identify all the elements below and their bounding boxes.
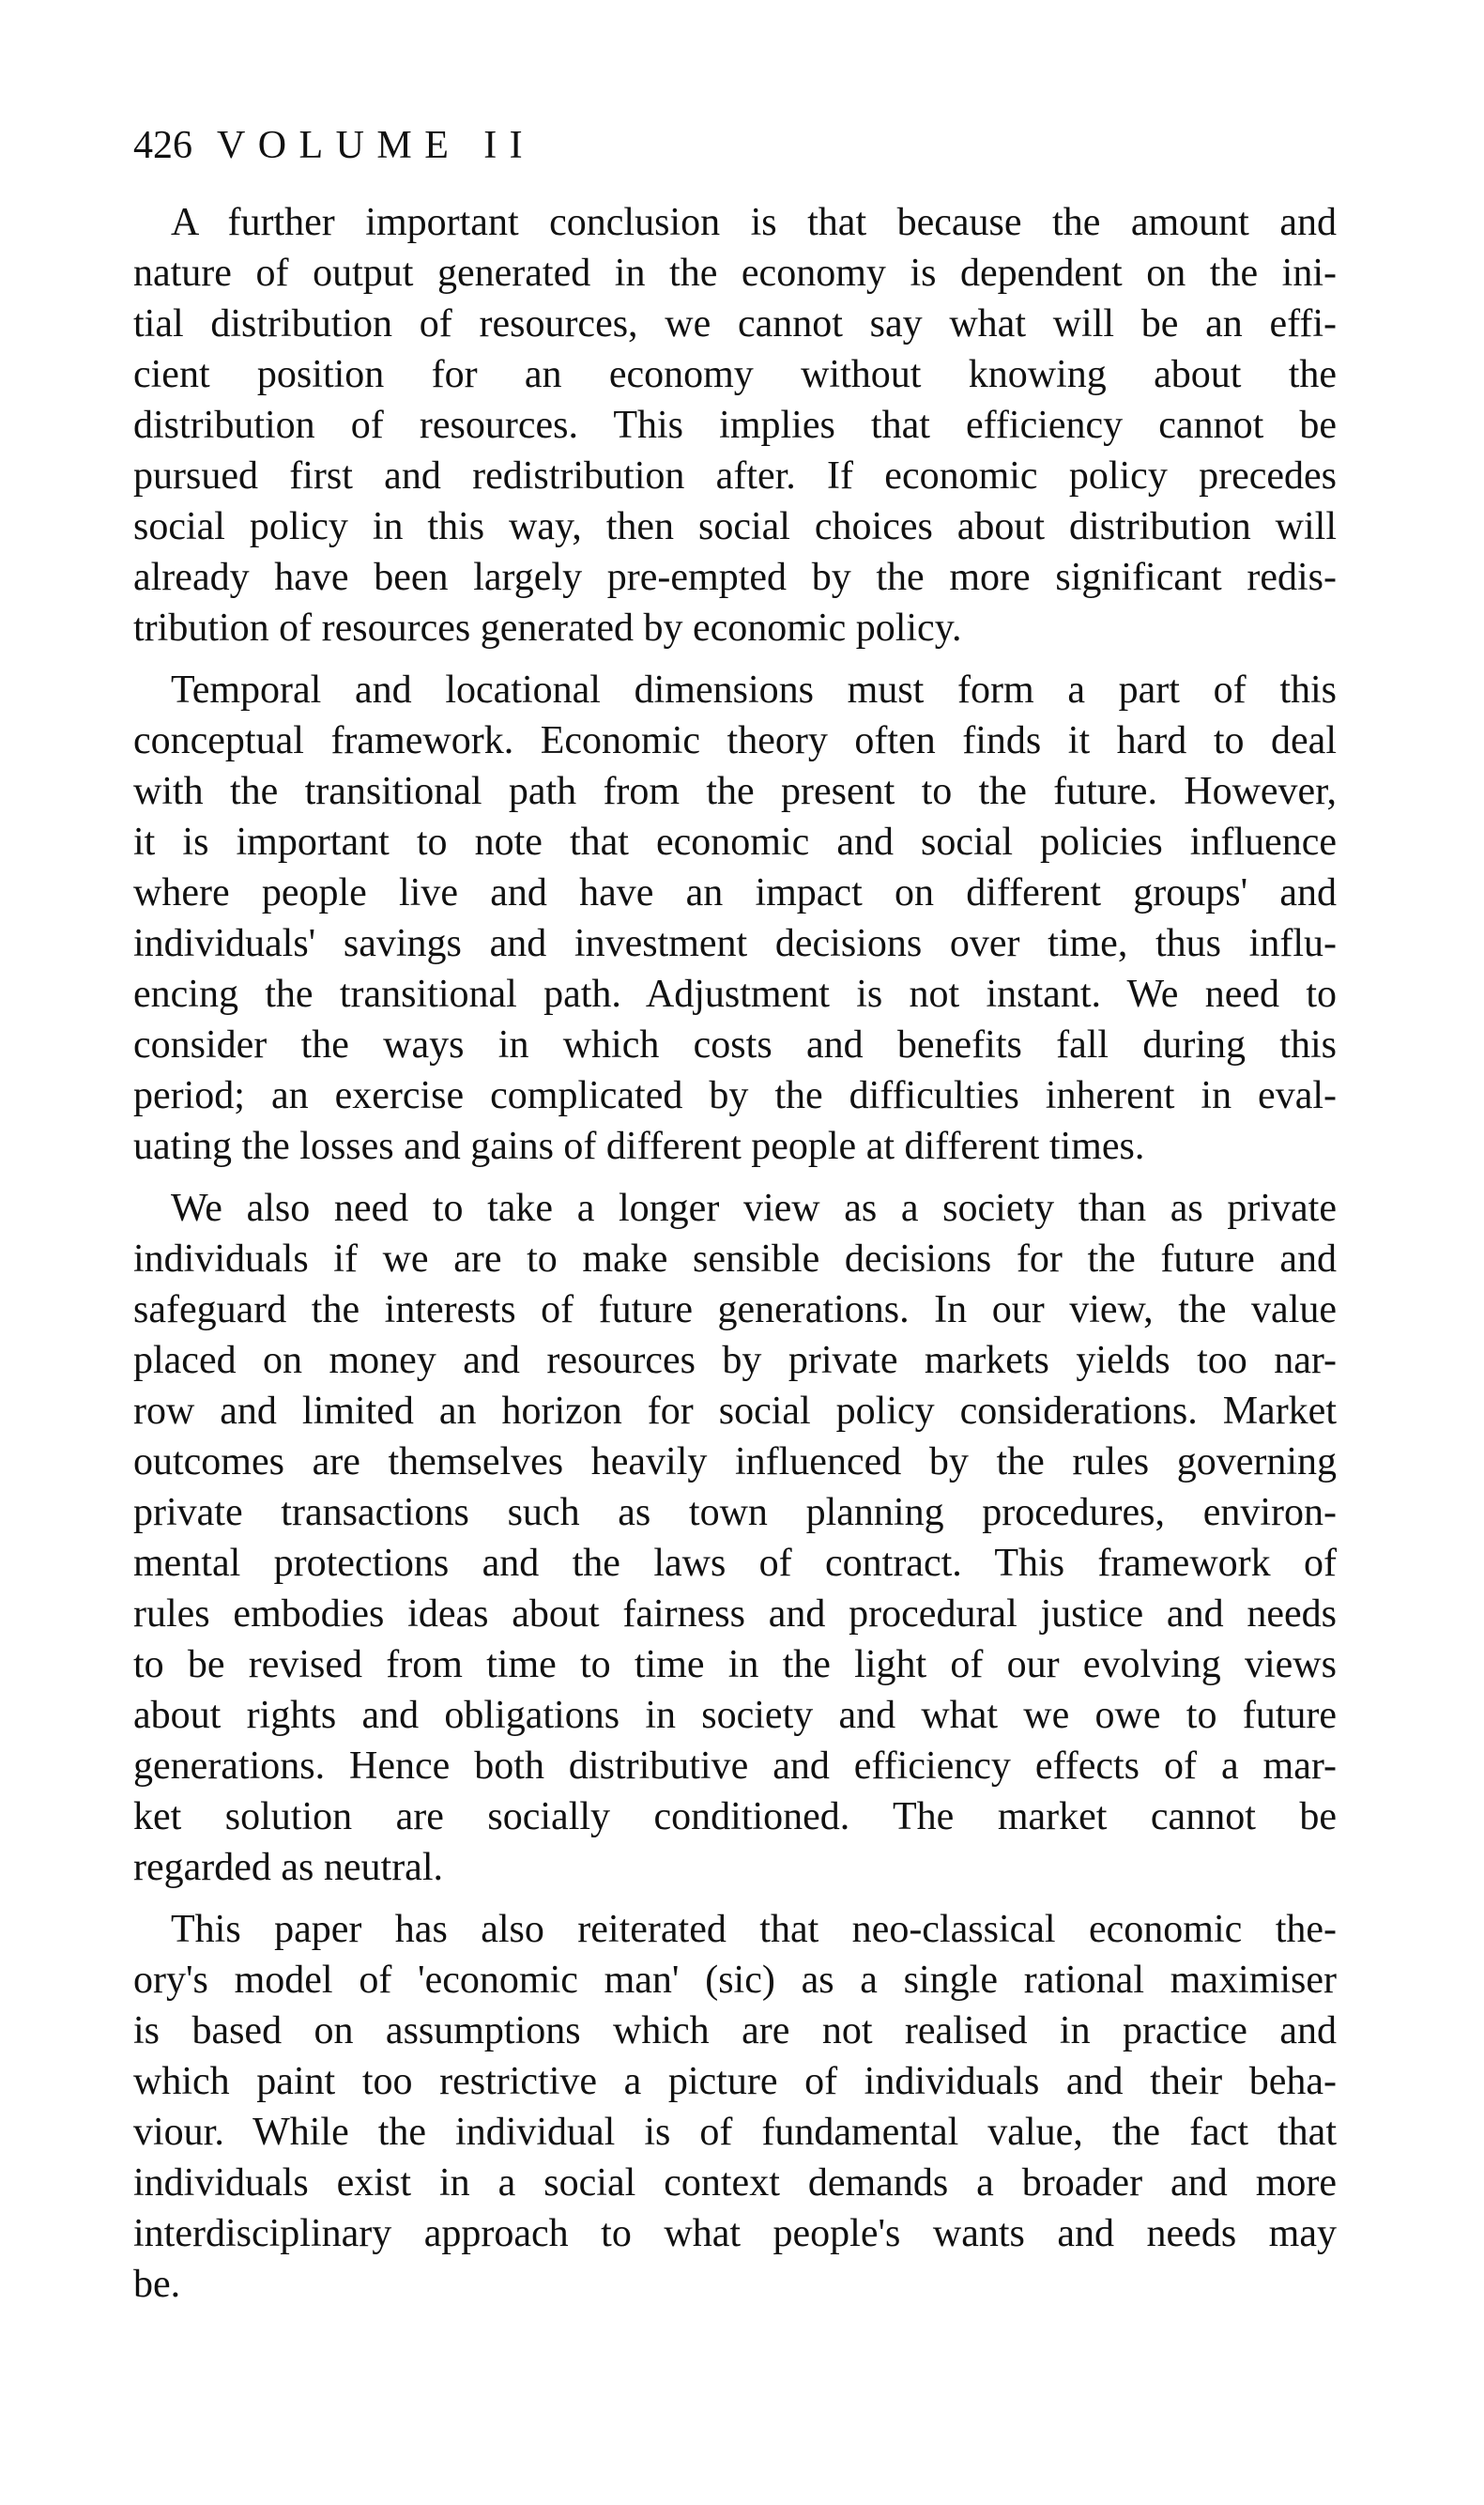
running-title: VOLUME II (217, 124, 536, 167)
text-line: consider the ways in which costs and benefits fall during this (133, 1023, 1337, 1067)
text-line: individuals exist in a social context demands a broader and more (133, 2161, 1337, 2205)
text-line: nature of output generated in the economy is dependent on the ini- (133, 252, 1337, 295)
running-header (133, 120, 535, 171)
text-line: outcomes are themselves heavily influenced by the rules governing (133, 1440, 1337, 1483)
text-line: which paint too restrictive a picture of individuals and their beha- (133, 2060, 1337, 2103)
text-line: individuals if we are to make sensible decisions for the future and (133, 1237, 1337, 1281)
text-line: placed on money and resources by private markets yields too nar- (133, 1339, 1337, 1382)
text-line: individuals' savings and investment decisions over time, thus influ- (133, 922, 1337, 965)
body-text (133, 197, 1337, 2321)
text-line: with the transitional path from the present to the future. However, (133, 770, 1337, 813)
text-line: tribution of resources generated by economic policy. (133, 607, 962, 650)
text-line: to be revised from time to time in the light of our evolving views (133, 1643, 1337, 1686)
text-line: pursued first and redistribution after. If economic policy precedes (133, 454, 1337, 498)
page-number: 426 (133, 124, 192, 167)
text-line: conceptual framework. Economic theory often finds it hard to deal (133, 719, 1337, 762)
text-line: social policy in this way, then social choices about distribution will (133, 505, 1337, 548)
text-line: safeguard the interests of future generations. In our view, the value (133, 1288, 1337, 1331)
text-line: be. (133, 2263, 181, 2306)
paragraph (133, 197, 1337, 653)
paragraph (133, 665, 1337, 1172)
text-line: is based on assumptions which are not realised in practice and (133, 2009, 1337, 2052)
text-line: about rights and obligations in society and what we owe to future (133, 1694, 1337, 1737)
text-line: ket solution are socially conditioned. The market cannot be (133, 1795, 1337, 1838)
text-line: generations. Hence both distributive and efficiency effects of a mar- (133, 1744, 1337, 1788)
text-line: uating the losses and gains of different people at different times. (133, 1125, 1145, 1168)
text-line: private transactions such as town planning procedures, environ- (133, 1491, 1337, 1534)
text-line: period; an exercise complicated by the difficulties inherent in eval- (133, 1074, 1337, 1117)
text-line: row and limited an horizon for social policy considerations. Market (133, 1390, 1337, 1433)
text-line: mental protections and the laws of contract. This framework of (133, 1542, 1337, 1585)
text-line: regarded as neutral. (133, 1846, 443, 1889)
text-line: it is important to note that economic and social policies influence (133, 821, 1337, 864)
text-line: already have been largely pre-empted by the more significant redis- (133, 556, 1337, 599)
paragraph (133, 1904, 1337, 2310)
text-line: A further important conclusion is that because the amount and (171, 201, 1337, 244)
text-line: We also need to take a longer view as a society than as private (171, 1187, 1337, 1230)
text-line: distribution of resources. This implies that efficiency cannot be (133, 404, 1337, 447)
text-line: ory's model of 'economic man' (sic) as a single rational maximiser (133, 1959, 1337, 2002)
text-line: encing the transitional path. Adjustment is not instant. We need to (133, 973, 1337, 1016)
text-line: viour. While the individual is of fundamental value, the fact that (133, 2111, 1337, 2154)
text-line: where people live and have an impact on different groups' and (133, 871, 1337, 914)
paragraph (133, 1183, 1337, 1893)
text-line: Temporal and locational dimensions must form a part of this (171, 669, 1337, 712)
text-line: tial distribution of resources, we cannot say what will be an effi- (133, 302, 1337, 346)
text-line: cient position for an economy without knowing about the (133, 353, 1337, 396)
text-line: This paper has also reiterated that neo-classical economic the- (171, 1908, 1337, 1951)
text-line: interdisciplinary approach to what people's wants and needs may (133, 2212, 1337, 2255)
text-line: rules embodies ideas about fairness and procedural justice and needs (133, 1592, 1337, 1636)
